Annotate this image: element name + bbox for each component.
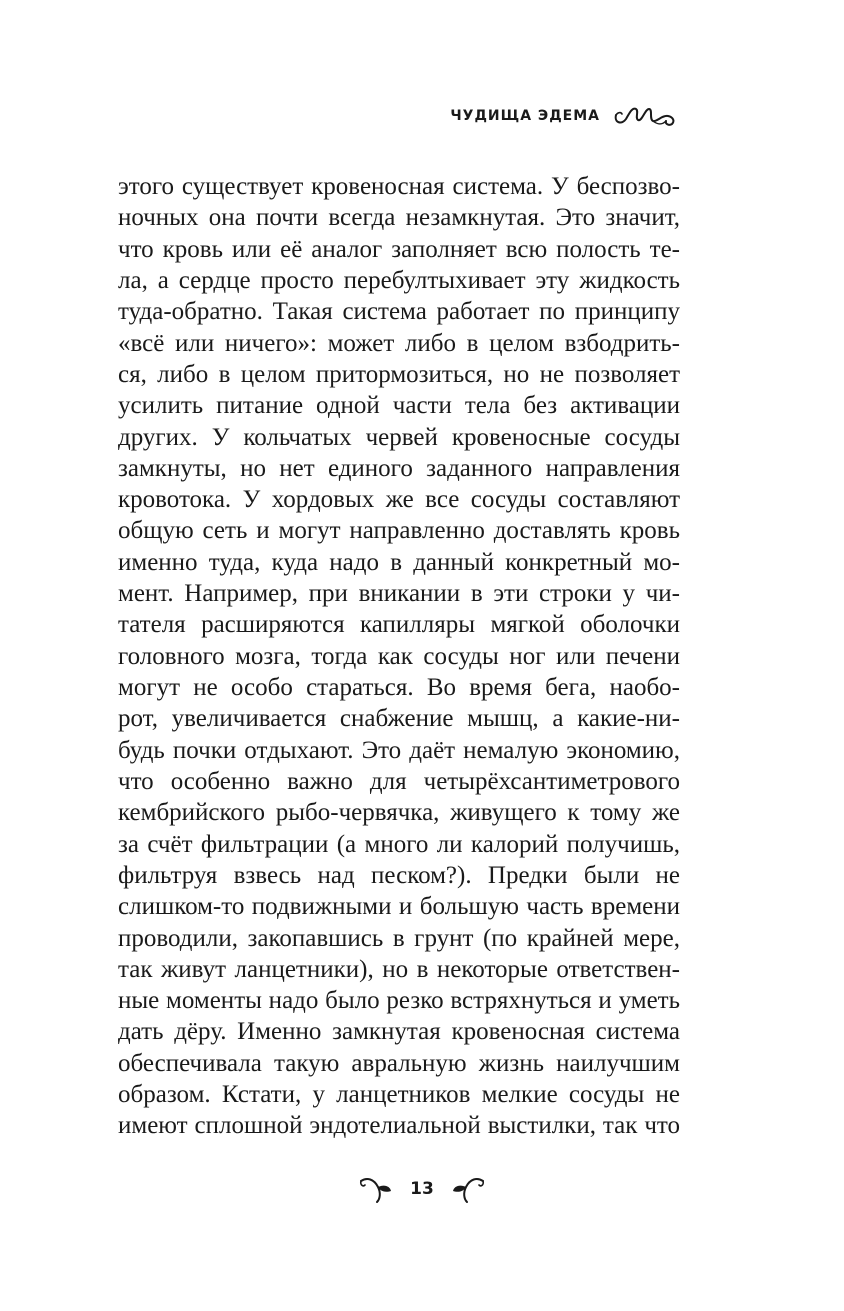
body-text-line: фильтруя взвесь над песком?). Предки были не [118,861,680,889]
body-text-line: общую сеть и могут направленно доставлять кровь [118,517,680,545]
body-text-line: головного мозга, тогда как сосуды ног или печени [118,642,680,670]
body-text-line: мент. Например, при вникании в эти строки у чи- [118,580,680,608]
body-text-line: усилить питание одной части тела без активации [118,392,680,420]
leaf-sprig-left-icon [358,1174,394,1204]
leaf-sprig-right-icon [450,1174,486,1204]
running-header [450,103,678,129]
body-text-line: так живут ланцетники), но в некоторые ответствен- [118,955,680,983]
body-text-line: слишком-то подвижными и большую часть времени [118,893,680,921]
body-text-line: за счёт фильтрации (а много ли калорий получишь, [118,830,680,858]
body-text-line: кровотока. У хордовых же все сосуды составляют [118,486,680,514]
body-text-line: этого существует кровеносная система. У беспозво- [118,173,680,200]
body-text-line: могут не особо стараться. Во время бега, наобо- [118,674,680,701]
body-text-line: ночных она почти всегда незамкнутая. Это значит, [118,204,680,232]
body-text-line: «всё или ничего»: может либо в целом взбодрить- [118,329,680,357]
body-text-line: что кровь или её аналог заполняет всю полость те- [118,235,680,263]
body-text-line: имеют сплошной эндотелиальной выстилки, так что [118,1112,680,1140]
body-text-line: рот, увеличивается снабжение мышц, а какие-ни- [118,705,680,733]
body-text-line: именно туда, куда надо в данный конкретный мо- [118,548,680,576]
flourish-ornament-icon [612,103,678,129]
body-text [118,171,680,1142]
body-text-line: будь почки отдыхают. Это даёт немалую экономию, [118,736,680,764]
body-text-line: туда-обратно. Такая система работает по принципу [118,298,680,326]
body-text-line: тателя расширяются капилляры мягкой оболочки [118,611,680,639]
body-text-line: дать дёру. Именно замкнутая кровеносная система [118,1018,680,1046]
body-text-line: других. У кольчатых червей кровеносные сосуды [118,423,680,451]
running-header-title: ЧУДИЩА ЭДЕМА [450,108,600,124]
body-text-line: что особенно важно для четырёхсантиметрового [118,767,680,795]
page-footer [0,1172,844,1206]
body-text-line: обеспечивала такую авральную жизнь наилучшим [118,1049,680,1077]
page-number: 13 [410,1179,434,1199]
body-text-line: замкнуты, но нет единого заданного направления [118,454,680,482]
body-text-line: ся, либо в целом притормозиться, но не позволяет [118,360,680,388]
body-text-line: кембрийского рыбо-червячка, живущего к тому же [118,799,680,827]
body-text-line: проводили, закопавшись в грунт (по крайней мере, [118,924,680,952]
body-text-line: ла, а сердце просто перебултыхивает эту жидкость [118,266,680,294]
body-text-line: ные моменты надо было резко встряхнуться и уметь [118,987,680,1015]
body-text-line: образом. Кстати, у ланцетников мелкие сосуды не [118,1081,680,1109]
